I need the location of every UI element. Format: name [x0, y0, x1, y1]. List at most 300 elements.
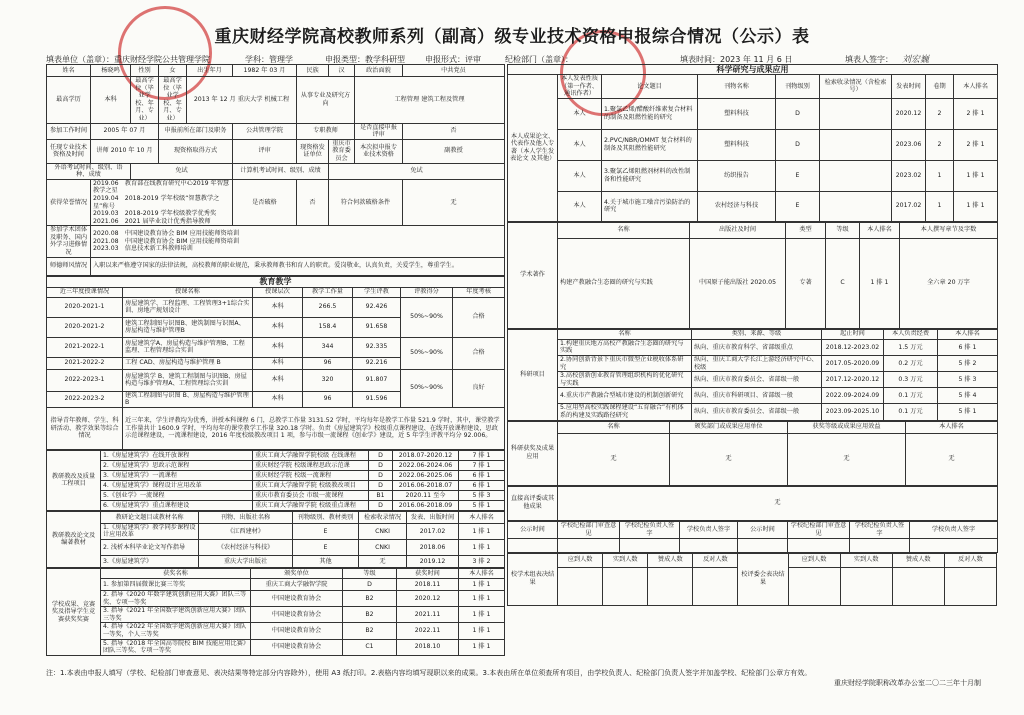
pub-index: CNKI — [359, 523, 407, 539]
paper-vol: 2 — [926, 129, 954, 160]
comp-date: 2022.11 — [397, 623, 459, 639]
cell: 讲师 2010 年 10 月 — [91, 139, 159, 163]
col-header: 学校纪检负责人签字 — [620, 521, 680, 538]
direct-label: 直接高评委或其他成果 — [508, 486, 558, 520]
course: 房屋建筑学A、房屋构造与维护管理B、工程监理、工程管理综合实训 — [123, 337, 253, 357]
comp-name: 4. 指导《2022 年全国数字建筑创新应用大赛》团队一等奖，个人三等奖 — [101, 623, 251, 639]
table-row — [47, 450, 505, 460]
right-panel — [507, 64, 997, 606]
header-type: 申报类型：教学科研型 — [325, 55, 405, 64]
cell: 出生年月 — [187, 65, 233, 77]
col-header: 名称 — [558, 421, 670, 433]
award-item: 2019.06 教育部在线教育研究中心2019 年智慧教学之星 — [93, 179, 230, 195]
level: 本科 — [253, 357, 303, 369]
table-row — [508, 433, 998, 485]
cell: 专职教师 — [297, 123, 355, 139]
direct-table — [507, 486, 998, 521]
col-header: 本人排名 — [860, 222, 900, 238]
table-row — [508, 98, 998, 129]
proj-label: 教研教改及质量工程项目 — [47, 450, 101, 510]
projects-table — [46, 450, 505, 511]
paper-rank: 2 排 1 — [954, 98, 998, 129]
cell: 是否直接申报评审 — [355, 123, 403, 139]
raward-cell: 无 — [558, 433, 670, 485]
load: 344 — [303, 337, 353, 357]
pub-name: 1.《房屋建筑学》教学同步课程设计应用改革 — [101, 523, 199, 539]
cell: 师德师风情况 — [47, 257, 91, 275]
comps-table — [46, 568, 505, 656]
paper-date: 2023.06 — [892, 129, 926, 160]
comp-org: 中国建设教育协会 — [251, 623, 343, 639]
col-header: 应到人数 — [558, 553, 603, 567]
papers-table — [507, 64, 998, 222]
cell: 2005 年 07 月 — [91, 123, 159, 139]
vote-table — [507, 521, 998, 553]
book-name: 构建产教融合生态圈的研究与实践 — [558, 238, 690, 328]
col-header: 发表、出版时间 — [407, 511, 459, 523]
load: 266.5 — [303, 297, 353, 317]
paper-title: 3.聚氯乙烯阻燃剂材料的改性制备和性能研究 — [602, 160, 698, 191]
col-header: 刊物级别、教材类别 — [293, 511, 359, 523]
rproj-name: 3.高校创新创业教育管理组织机构的优化研究与实践 — [558, 372, 692, 388]
cell: 副教授 — [403, 139, 505, 163]
award-item: 2021.06 2021 届毕业设计优秀指导教师 — [93, 217, 211, 225]
pub-date: 2019.12 — [407, 556, 459, 568]
cell: 申报前所在部门及职务 — [159, 123, 233, 139]
grade: 良好 — [453, 369, 505, 407]
study-item: 2021.08 中国建设教育协会 BIM 应用技能师资培训 — [93, 237, 240, 245]
level: 本科 — [253, 391, 303, 407]
col-header: 获奖名称 — [101, 569, 251, 579]
result-table — [507, 553, 997, 606]
paper-title: 2.PVC/NBR/OMMT 复合材料的制备及其阻燃性能研究 — [602, 129, 698, 160]
rproj-src: 纵向、重庆工商大学长江上游经济研究中心、校级 — [692, 355, 822, 371]
col-header: 学校负责人签字 — [910, 521, 998, 538]
cell: 政治面貌 — [355, 65, 403, 77]
rproj-src: 纵向、重庆市教育委员会、省部级一般 — [692, 404, 822, 420]
rproj-src: 纵向、重庆市教育委员会、省部级一般 — [692, 372, 822, 388]
load: 96 — [303, 391, 353, 407]
comp-org: 中国建设教育协会 — [251, 639, 343, 655]
summary-label: 指导青年教师、学生、科研活动、教学效果等综合情况 — [47, 407, 123, 449]
table-row — [508, 388, 998, 404]
table-row — [508, 355, 998, 371]
proj-level: D — [369, 500, 393, 510]
teaching-title: 教育教学 — [47, 276, 505, 287]
header-unit: 填表单位（盖章）：重庆财经学院公共管理学院 — [46, 55, 210, 64]
table-row — [508, 160, 998, 191]
cell: 公共管理学院 — [233, 123, 297, 139]
proj-rank: 5 排 1 — [459, 500, 505, 510]
paper-rank: 1 排 1 — [954, 160, 998, 191]
proj-name: 3.《房屋建筑学》一流课程 — [101, 470, 253, 480]
rproj-name: 1.构建重庆地方高校产教融合生态圈的研究与实践 — [558, 339, 692, 355]
cell: 从事专业及研究方向 — [297, 77, 355, 124]
header-method: 申报形式：评审 — [425, 55, 481, 64]
col-header: 获奖等级或成果应用效益 — [788, 421, 906, 433]
rproj-period: 2017.12-2020.12 — [822, 372, 884, 388]
cell: 参加学术团体及职务、国内外学习进修情况 — [47, 226, 91, 257]
cell: 本科 — [91, 77, 131, 124]
pubs-table — [46, 511, 505, 568]
col-header: 卷期 — [926, 75, 954, 99]
footer-note-text: 注：1.本表由申报人填写（学校、纪检部门审查意见、表决结果等特定部分内容除外），使用 A3 纸打印。2.表格内容均填写现职以来的成果。3.本表由所在单位须查所有项目，由学校负责人、纪检部门负责人签字并加盖学校、纪检部门公章方有效。 — [46, 669, 812, 677]
pub-label: 教研教改论文及编著教材 — [47, 511, 101, 567]
studies-cell — [91, 226, 505, 257]
table-row — [508, 339, 998, 355]
vote-label: 校学术组表决结果 — [508, 553, 558, 605]
cell: 最高学历 — [47, 77, 91, 124]
rproj-rank: 6 排 1 — [938, 339, 998, 355]
proj-src: 重庆工商大学融智学院校级 在线课程 — [253, 450, 369, 460]
rproj-name: 2.协同创新背景下重庆市微型企业税收体系研究 — [558, 355, 692, 371]
book-pub: 中国原子能出版社 2020.05 — [690, 238, 786, 328]
cell: 本次拟申报专业技术资格 — [355, 139, 403, 163]
cell: 重庆市教育委员会 — [329, 139, 355, 163]
proj-name: 6.《房屋建筑学》重点课程建设 — [101, 500, 253, 510]
comp-rank: 1 排 1 — [459, 639, 505, 655]
rproj-src: 纵向、重庆市教育科学、省部级重点 — [692, 339, 822, 355]
col-header: 本人排名 — [938, 329, 998, 339]
comp-name: 5. 指导《2018 年全国高等院校 BIM 技能应用比赛》团队三等奖、专项一等奖 — [101, 639, 251, 655]
eval: 92.426 — [353, 297, 401, 317]
paper-label: 本人成果论文、代表作及他人专著（本人学生发表论文 及其他） — [508, 75, 558, 222]
comp-level: B2 — [343, 607, 397, 623]
cell: 工程管理 建筑工程及管理 — [355, 77, 505, 124]
proj-period: 2016.06-2018.09 — [393, 500, 459, 510]
rproj-fund: 0.1 万元 — [884, 404, 938, 420]
col-header: 起止时间 — [822, 329, 884, 339]
pub-rank: 1 排 1 — [459, 540, 505, 556]
col-header: 公示时间 — [508, 521, 558, 538]
paper-journal: 塑料科技 — [698, 98, 776, 129]
rproj-rank: 5 排 4 — [938, 388, 998, 404]
table-row — [47, 523, 505, 539]
table-row — [47, 470, 505, 480]
proj-period: 2022.06-2025.06 — [393, 470, 459, 480]
comp-date: 2018.11 — [397, 579, 459, 591]
comp-level: C1 — [343, 639, 397, 655]
paper-role: 本人 — [558, 160, 602, 191]
grade: 合格 — [453, 297, 505, 337]
col-header: 授课层次 — [253, 287, 303, 297]
rproj-src: 纵向、重庆市科研项目、省部级一般 — [692, 388, 822, 404]
proj-level: D — [369, 460, 393, 470]
col-header: 出版社及时间 — [690, 222, 786, 238]
comp-level: D — [343, 579, 397, 591]
col-header: 颁奖单位 — [251, 569, 343, 579]
year: 2022-2023-1 — [47, 369, 123, 391]
proj-rank: 7 排 1 — [459, 450, 505, 460]
cell: 中共党员 — [403, 65, 505, 77]
cell: 最高学位（毕业学校、年月、专业） — [159, 77, 187, 124]
footer-org: 重庆财经学院职称改革办公室二〇二三年十月制 — [834, 679, 981, 687]
table-row — [47, 591, 505, 607]
col-header: 检索收录情况 — [359, 511, 407, 523]
cell: 符合何款破格条件 — [329, 179, 403, 226]
proj-period: 2022.06-2024.06 — [393, 460, 459, 470]
col-header: 本人排名 — [906, 421, 998, 433]
comp-name: 3. 指导《2021 年全国数字建筑创新应用大赛》团队三等奖 — [101, 607, 251, 623]
comp-rank: 1 排 1 — [459, 579, 505, 591]
course: 工程 CAD、房屋构造与维护管理 B — [123, 357, 253, 369]
filler-signature: 刘宏巍 — [902, 55, 930, 65]
cell: 参加工作时间 — [47, 123, 91, 139]
direct-value: 无 — [558, 486, 998, 520]
paper-index — [820, 129, 892, 160]
load: 158.4 — [303, 317, 353, 337]
research-projects-table — [507, 329, 998, 421]
col-header: 本人发表性质（第一作者、通讯作者） — [558, 75, 602, 99]
cell: 计算机考试时间、级别、成绩 — [233, 163, 329, 179]
table-row — [508, 372, 998, 388]
paper-role: 本人 — [558, 98, 602, 129]
col-header: 刊物级别 — [776, 75, 820, 99]
paper-role: 本人 — [558, 191, 602, 221]
col-header: 年度考核 — [453, 287, 505, 297]
paper-vol: 1 — [926, 191, 954, 221]
course: 建筑工程制图与识图B、建筑制图与识图A、房屋构造与维护管理B — [123, 317, 253, 337]
col-header: 本人排名 — [954, 75, 998, 99]
proj-level: D — [369, 480, 393, 490]
pub-journal: 重庆大学出版社 — [199, 556, 293, 568]
paper-date: 2017.02 — [892, 191, 926, 221]
table-row — [47, 607, 505, 623]
eval: 92.216 — [353, 357, 401, 369]
proj-level: B1 — [369, 490, 393, 500]
cell: 最高学位（毕业学校、年月、专业） — [131, 77, 159, 124]
cell: 无 — [403, 179, 505, 226]
year: 2021-2022-2 — [47, 357, 123, 369]
proj-name: 4.《房屋建筑学》课程设计应用改革 — [101, 480, 253, 490]
cell: 性别 — [131, 65, 159, 77]
eval: 91.807 — [353, 369, 401, 391]
rproj-rank: 5 排 1 — [938, 404, 998, 420]
header-filler: 填表人签字： — [845, 55, 893, 64]
paper-level: E — [776, 191, 820, 221]
paper-level: D — [776, 129, 820, 160]
col-header: 公示时间 — [738, 521, 788, 538]
col-header: 授课名称 — [123, 287, 253, 297]
book-chars: 全六章 20 万字 — [900, 238, 998, 328]
level: 本科 — [253, 317, 303, 337]
raward-cell: 无 — [906, 433, 998, 485]
table-row — [508, 129, 998, 160]
committee-label: 校评委会表决结果 — [738, 553, 788, 605]
paper-index — [820, 98, 892, 129]
comp-date: 2021.11 — [397, 607, 459, 623]
table-row — [508, 404, 998, 420]
level: 本科 — [253, 337, 303, 357]
cell: 民族 — [297, 65, 329, 77]
col-header: 本人排名 — [459, 511, 505, 523]
research-awards-table — [507, 421, 998, 486]
paper-vol: 1 — [926, 160, 954, 191]
rproj-period: 2023.09-2025.10 — [822, 404, 884, 420]
col-header: 学生评教 — [353, 287, 401, 297]
course: 房屋建筑学、工程监理、工程管理3+1综合实训、房地产规划设计 — [123, 297, 253, 317]
comp-date: 2018.10 — [397, 639, 459, 655]
comp-level: B2 — [343, 591, 397, 607]
col-header: 实到人数 — [603, 553, 648, 567]
summary-text: 近三年来，学生评教均为优秀，讲授本科课程 6 门，总教学工作量 3131.52 学时，平均每年是教学工作量 521.9 学时，其中，课堂教学工作量共计 1600.9 学时，平均每年的课堂教学工作量 320.18 学时。负责《房屋建筑学》校级重点课程建设、在线开放课程建设，思政示范课程建设，一流课程建设，2016 年度校级教改项目 1 项，参与市级一流课程《创业学》建设，近 5 年学生评教平均分 92.006。 — [123, 407, 505, 449]
table-row — [508, 238, 998, 328]
teaching-table — [46, 276, 505, 450]
col-header: 本人排名 — [459, 569, 505, 579]
pub-index: CNKI — [359, 540, 407, 556]
score: 50%~90% — [401, 337, 453, 369]
paper-date: 2020.12 — [892, 98, 926, 129]
proj-rank: 6 排 1 — [459, 470, 505, 480]
load: 320 — [303, 369, 353, 391]
cell: 外语考试时间、级别、语种、成绩 — [47, 163, 131, 179]
grade: 合格 — [453, 337, 505, 369]
header-inspect: 纪检部门（盖章）： — [505, 55, 573, 64]
pub-name: 2. 浅析本科毕业论文写作指导 — [101, 540, 199, 556]
cell: 是否破格 — [233, 179, 297, 226]
cell: 现资格发证单位 — [297, 139, 329, 163]
proj-name: 1.《房屋建筑学》在线开放课程 — [101, 450, 253, 460]
raward-label: 科研获奖及成果应用 — [508, 421, 558, 485]
pub-date: 2018.06 — [407, 540, 459, 556]
table-row — [47, 579, 505, 591]
cell: 评审 — [233, 139, 297, 163]
col-header: 学校纪检负责人签字 — [850, 521, 910, 538]
rproj-rank: 5 排 3 — [938, 372, 998, 388]
col-header: 类型 — [786, 222, 826, 238]
col-header: 学校负责人签字 — [680, 521, 738, 538]
basic-info-table — [46, 64, 505, 276]
pub-name: 3.《房屋建筑学》 — [101, 556, 199, 568]
col-header: 应到人数 — [788, 553, 840, 567]
comp-org: 中国建设教育协会 — [251, 607, 343, 623]
paper-rank: 1 排 1 — [954, 191, 998, 221]
cell: 获得荣誉情况 — [47, 179, 91, 226]
comp-name: 1. 参加第四届微课比赛三等奖 — [101, 579, 251, 591]
score: 50%~90% — [401, 297, 453, 337]
page-title: 重庆财经学院高校教师系列（副高）级专业技术资格申报综合情况（公示）表 — [214, 27, 810, 47]
paper-index — [820, 160, 892, 191]
col-header: 获奖时间 — [397, 569, 459, 579]
rproj-name: 4.重庆市产教融合型城市建设的机制创新研究 — [558, 388, 692, 404]
books-table — [507, 222, 998, 329]
score: 50%~90% — [401, 369, 453, 407]
pub-level: E — [293, 523, 359, 539]
rproj-period: 2017.05-2020.09 — [822, 355, 884, 371]
col-header: 等级 — [826, 222, 860, 238]
cell: 否 — [297, 179, 329, 226]
proj-rank: 7 排 1 — [459, 460, 505, 470]
col-header: 学校纪检部门审查意见 — [788, 521, 850, 538]
col-header: 名称 — [558, 329, 692, 339]
col-header: 赞成人数 — [892, 553, 944, 567]
col-header: 颁奖部门或成果应用单位 — [670, 421, 788, 433]
table-row — [508, 191, 998, 221]
eval: 91.596 — [353, 391, 401, 407]
header-discipline: 学科：管理学 — [245, 55, 293, 64]
paper-journal: 纺织报告 — [698, 160, 776, 191]
table-row — [47, 623, 505, 639]
comp-rank: 1 排 1 — [459, 607, 505, 623]
table-row — [47, 556, 505, 568]
table-row — [47, 337, 505, 357]
comp-org: 重庆工商大学融智学院 — [251, 579, 343, 591]
col-header: 教研论文题目或教材名称 — [101, 511, 199, 523]
col-header: 等级 — [343, 569, 397, 579]
paper-rank: 2 排 1 — [954, 129, 998, 160]
col-header: 赞成人数 — [648, 553, 693, 567]
comp-rank: 1 排 1 — [459, 623, 505, 639]
paper-journal: 农村经济与科技 — [698, 191, 776, 221]
col-header: 评教得分 — [401, 287, 453, 297]
footer-note — [46, 668, 1001, 688]
cell: 否 — [403, 123, 505, 139]
col-header: 教学工作量 — [303, 287, 353, 297]
cell: 姓名 — [47, 65, 91, 77]
award-item: 2019.04 2018-2019 学年校级“智慧教学之星”称号 — [93, 194, 220, 210]
comp-level: B2 — [343, 623, 397, 639]
col-header: 反对人数 — [693, 553, 738, 567]
proj-rank: 6 排 1 — [459, 480, 505, 490]
proj-src: 重庆工商大学融智学院 校级教改项目 — [253, 480, 369, 490]
proj-period: 2018.07-2020.12 — [393, 450, 459, 460]
col-header: 名称 — [558, 222, 690, 238]
award-item: 2019.03 2018-2019 学年校级教学优秀奖 — [93, 210, 217, 218]
rproj-fund: 0.2 万元 — [884, 355, 938, 371]
book-rank: 1 排 1 — [860, 238, 900, 328]
ethics-cell: 入职以来严格遵守国家的法律法规，高校教师的职业规范，秉承教师教书和育人的职责。爱岗敬业，认真负责，关爱学生，尊重学生。 — [91, 257, 505, 275]
col-header: 刊物、出版社名称 — [199, 511, 293, 523]
proj-level: D — [369, 450, 393, 460]
cell: 现资格取得方式 — [159, 139, 233, 163]
pub-rank: 3 排 2 — [459, 556, 505, 568]
cell: 免试 — [131, 163, 233, 179]
table-row — [47, 297, 505, 317]
comp-label: 学校成果、竞赛奖及指导学生竞赛获奖奖赛 — [47, 569, 101, 656]
eval: 91.658 — [353, 317, 401, 337]
paper-index — [820, 191, 892, 221]
proj-name: 5.《创业学》一流课程 — [101, 490, 253, 500]
proj-period: 2020.11 至今 — [393, 490, 459, 500]
comp-name: 2. 指导《2020 年数字建筑创新应用大赛》团队三等奖、专项一等奖 — [101, 591, 251, 607]
comp-rank: 1 排 1 — [459, 591, 505, 607]
pub-level: 其他 — [293, 556, 359, 568]
eval: 92.335 — [353, 337, 401, 357]
proj-src: 重庆财经学院 校级课程思政示范课 — [253, 460, 369, 470]
col-header: 论文题目 — [602, 75, 698, 99]
paper-title: 1.聚氯乙烯/醋酸纤维素复合材料的制备及阻燃性能的研究 — [602, 98, 698, 129]
col-header: 近三年度授课情况 — [47, 287, 123, 297]
course: 房屋建筑学 B、建筑工程制图与识图B、房屋构造与维护管理A、工程管理综合实训 — [123, 369, 253, 391]
rproj-fund: 0.1 万元 — [884, 388, 938, 404]
cell: 1982 年 03 月 — [233, 65, 297, 77]
paper-date: 2023.02 — [892, 160, 926, 191]
load: 96 — [303, 357, 353, 369]
table-row — [47, 490, 505, 500]
paper-title: 4.关于城市施工噪音污染防治的研究 — [602, 191, 698, 221]
paper-role: 本人 — [558, 129, 602, 160]
study-item: 2020.08 中国建设教育协会 BIM 应用技能师资培训 — [93, 230, 240, 238]
proj-src: 重庆工商大学融智学院 校级重点课程 — [253, 500, 369, 510]
cell: 女 — [159, 65, 187, 77]
proj-rank: 5 排 3 — [459, 490, 505, 500]
year: 2021-2022-1 — [47, 337, 123, 357]
col-header: 发表时间 — [892, 75, 926, 99]
pub-index: 无 — [359, 556, 407, 568]
proj-src: 重庆财经学院 校级一流课程 — [253, 470, 369, 480]
study-item: 2023.03 信息技术新工科教师培训 — [93, 245, 193, 253]
cell: 汉 — [329, 65, 355, 77]
